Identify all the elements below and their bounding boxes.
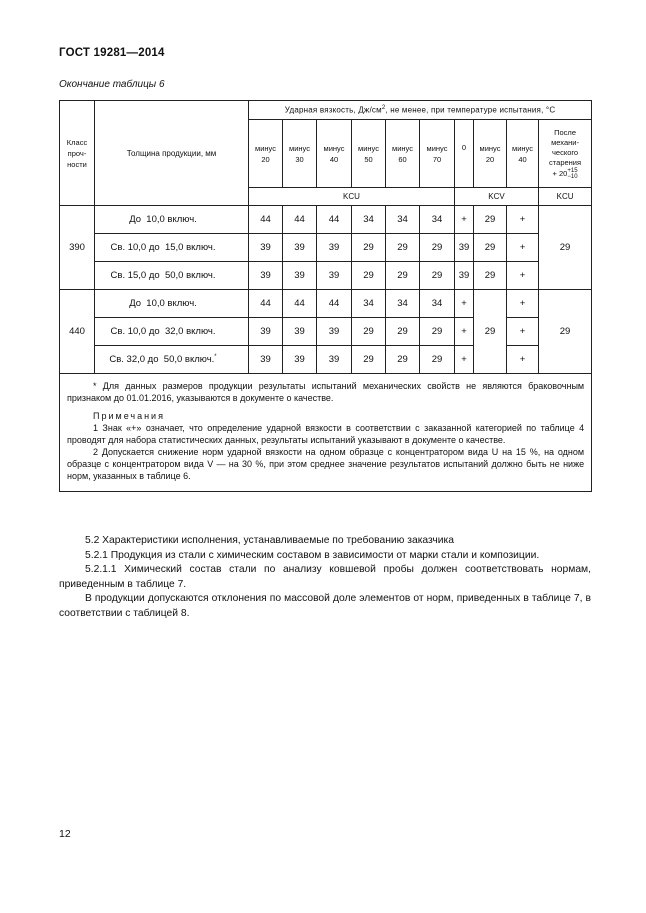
note-2: 2 Допускается снижение норм ударной вязкости на одном образце с концентратором вида U на 15 %, на одном образце с концентратором вида V — на 30 %, при этом среднее значение результатов испытаний должно быть не ниже норм, указанных в таблице 6.: [67, 447, 585, 481]
thickness-cell: Св. 10,0 до 15,0 включ.: [95, 234, 249, 262]
paragraph: В продукции допускаются отклонения по массовой доле элементов от норм, приведенных в таблице 7, в соответствии с таблицей 8.: [59, 593, 591, 619]
thickness-cell: До 10,0 включ.: [95, 206, 249, 234]
kcu-cell: 39: [283, 234, 317, 262]
kcu-cell: 29: [386, 262, 420, 290]
header-aging: После механи- ческого старения + 20+15 −10: [539, 120, 592, 188]
header-temp: минус 40: [507, 120, 539, 188]
footnote: * Для данных размеров продукции результаты испытаний механических свойств не являются браковочным признаком до 01.01.2016, указываются в документе о качестве.: [67, 381, 585, 403]
kcv-cell: 39: [455, 234, 474, 262]
kcu-cell: 39: [249, 318, 283, 346]
header-temp: минус 30: [283, 120, 317, 188]
kcu-cell: 44: [249, 290, 283, 318]
paragraph: 5.2 Характеристики исполнения, устанавливаемые по требованию заказчика: [85, 535, 454, 546]
kcu-cell: 39: [283, 262, 317, 290]
notes-title: Примечания: [93, 411, 165, 421]
kcv-cell: +: [507, 262, 539, 290]
impact-strength-table: [59, 100, 592, 492]
kcu-cell: 44: [283, 290, 317, 318]
header-temp: минус 20: [474, 120, 507, 188]
header-temp: минус 50: [352, 120, 386, 188]
table-notes: [60, 374, 592, 492]
header-temp: минус 70: [420, 120, 455, 188]
kcv-cell: 29: [474, 234, 507, 262]
header-temp: минус 20: [249, 120, 283, 188]
kcu-cell: 34: [352, 206, 386, 234]
kcv-merged-cell: 29: [474, 290, 507, 374]
header-temp: 0: [455, 120, 474, 188]
kcu-cell: 39: [317, 318, 352, 346]
kcu-cell: 39: [249, 234, 283, 262]
body-text: [59, 534, 591, 621]
kcu-cell: 29: [420, 318, 455, 346]
thickness-cell: Св. 10,0 до 32,0 включ.: [95, 318, 249, 346]
kcu-cell: 39: [283, 318, 317, 346]
header-impact-title: Ударная вязкость, $Дж/см^2$, не менее, при температуре испытания, °С: [249, 101, 592, 120]
paragraph: 5.2.1.1 Химический состав стали по анализу ковшевой пробы должен соответствовать нормам, приведенным в таблице 7.: [59, 564, 591, 590]
kcv-cell: 29: [474, 262, 507, 290]
kcu-cell: 44: [317, 206, 352, 234]
kcu-cell: 29: [386, 346, 420, 374]
class-value: 440: [60, 290, 95, 374]
kcu-cell: 39: [249, 346, 283, 374]
kcv-cell: +: [455, 346, 474, 374]
kcu-cell: 34: [420, 290, 455, 318]
kcu-cell: 44: [283, 206, 317, 234]
kcv-cell: +: [455, 206, 474, 234]
header-kcu: KCU: [249, 188, 455, 206]
kcu-cell: 29: [352, 318, 386, 346]
kcu-cell: 29: [386, 234, 420, 262]
thickness-cell: Св. 32,0 до 50,0 включ.*: [95, 346, 249, 374]
kcv-cell: +: [507, 290, 539, 318]
aging-value: 29: [539, 290, 592, 374]
kcv-cell: +: [507, 206, 539, 234]
kcu-cell: 39: [317, 262, 352, 290]
kcu-cell: 34: [386, 290, 420, 318]
kcu-cell: 44: [249, 206, 283, 234]
kcv-cell: +: [507, 318, 539, 346]
kcv-cell: 39: [455, 262, 474, 290]
kcu-cell: 39: [283, 346, 317, 374]
kcv-cell: +: [507, 234, 539, 262]
kcv-cell: +: [507, 346, 539, 374]
kcu-cell: 39: [317, 234, 352, 262]
header-thickness: Толщина продукции, мм: [95, 101, 249, 206]
kcu-cell: 34: [386, 206, 420, 234]
kcu-cell: 29: [386, 318, 420, 346]
class-value: 390: [60, 206, 95, 290]
kcv-cell: +: [455, 290, 474, 318]
note-1: 1 Знак «+» означает, что определение ударной вязкости в соответствии с заказанной категорией по таблице 4 проводят для набора статистических данных, результаты испытаний указывают в документе о качестве.: [67, 423, 585, 445]
aging-value: 29: [539, 206, 592, 290]
thickness-cell: Св. 15,0 до 50,0 включ.: [95, 262, 249, 290]
kcu-cell: 34: [420, 206, 455, 234]
kcv-cell: +: [455, 318, 474, 346]
document-code: ГОСТ 19281—2014: [59, 47, 165, 59]
thickness-cell: До 10,0 включ.: [95, 290, 249, 318]
footnote-mark: *: [214, 353, 217, 360]
kcu-cell: 44: [317, 290, 352, 318]
kcu-cell: 29: [420, 346, 455, 374]
header-class: Класс проч- ности: [60, 101, 95, 206]
kcv-cell: 29: [474, 206, 507, 234]
header-kcv: KCV: [455, 188, 539, 206]
header-temp: минус 60: [386, 120, 420, 188]
paragraph: 5.2.1 Продукция из стали с химическим составом в зависимости от марки стали и композиции.: [85, 549, 540, 561]
kcu-cell: 29: [420, 234, 455, 262]
header-temp: минус 40: [317, 120, 352, 188]
kcu-cell: 29: [352, 262, 386, 290]
table-caption: Окончание таблицы 6: [59, 79, 165, 90]
page-number: 12: [59, 828, 71, 840]
kcu-cell: 39: [249, 262, 283, 290]
header-kcu-aging: KCU: [539, 188, 592, 206]
kcu-cell: 39: [317, 346, 352, 374]
kcu-cell: 29: [420, 262, 455, 290]
kcu-cell: 29: [352, 234, 386, 262]
kcu-cell: 34: [352, 290, 386, 318]
kcu-cell: 29: [352, 346, 386, 374]
